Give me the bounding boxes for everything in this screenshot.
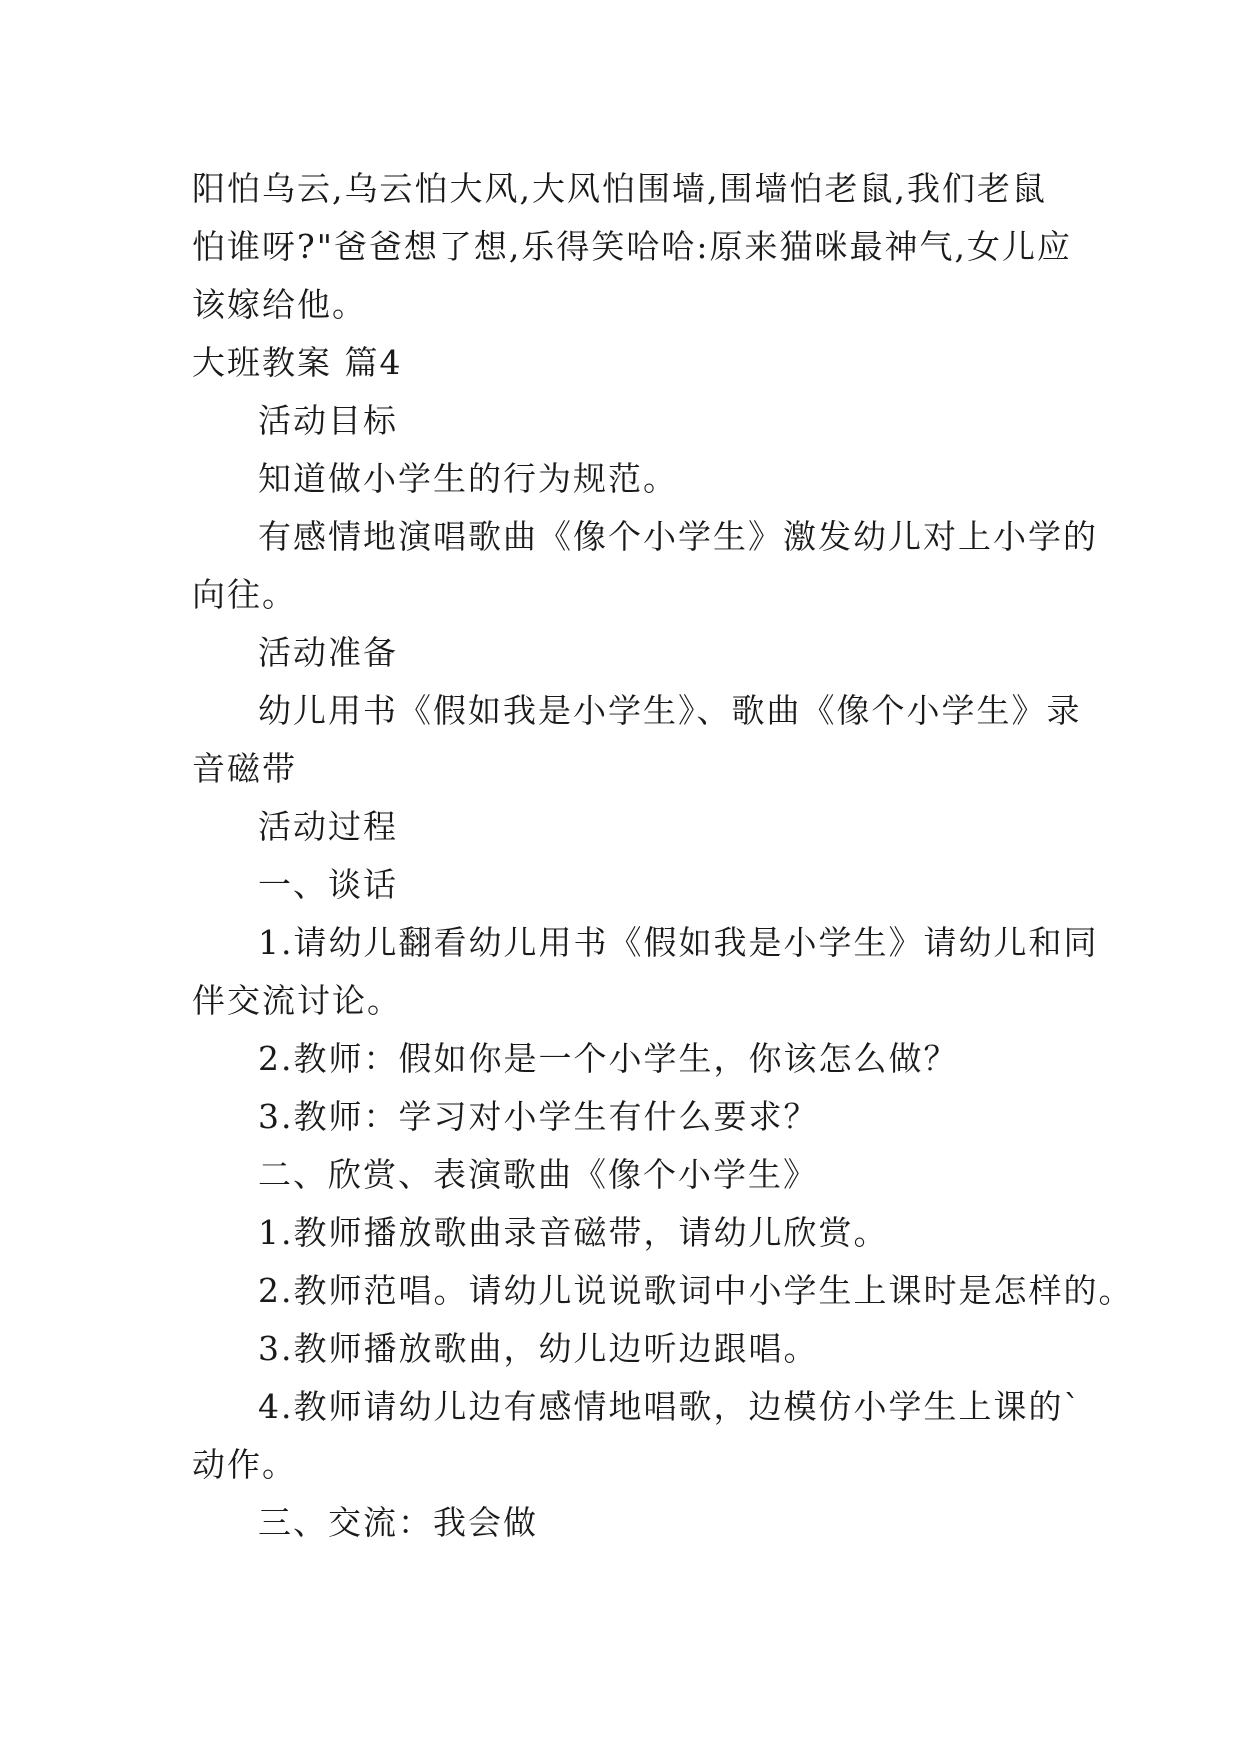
- list-item: 1.教师播放歌曲录音磁带，请幼儿欣赏。: [258, 1213, 889, 1252]
- list-item: 4.教师请幼儿边有感情地唱歌，边模仿小学生上课的`: [258, 1387, 1082, 1426]
- text-line: 该嫁给他。: [192, 285, 367, 324]
- step-heading: 二、欣赏、表演歌曲《像个小学生》: [258, 1155, 818, 1194]
- text-line: 动作。: [192, 1445, 297, 1484]
- text-line: 知道做小学生的行为规范。: [258, 459, 678, 498]
- text-line: 伴交流讨论。: [192, 981, 402, 1020]
- list-item: 3.教师播放歌曲，幼儿边听边跟唱。: [258, 1329, 819, 1368]
- text-line: 阳怕乌云,乌云怕大风,大风怕围墙,围墙怕老鼠,我们老鼠: [192, 169, 1047, 208]
- step-heading: 一、谈话: [258, 865, 398, 904]
- section-heading: 大班教案 篇4: [192, 343, 403, 382]
- text-line: 幼儿用书《假如我是小学生》、歌曲《像个小学生》录: [258, 691, 1082, 730]
- subheading-activity-process: 活动过程: [258, 807, 398, 846]
- list-item: 2.教师范唱。请幼儿说说歌词中小学生上课时是怎样的。: [258, 1271, 1134, 1310]
- text-line: 向往。: [192, 575, 297, 614]
- text-line: 有感情地演唱歌曲《像个小学生》激发幼儿对上小学的: [258, 517, 1098, 556]
- subheading-activity-preparation: 活动准备: [258, 633, 398, 672]
- list-item: 1.请幼儿翻看幼儿用书《假如我是小学生》请幼儿和同: [258, 923, 1099, 962]
- document-body: [192, 160, 1134, 1552]
- step-heading: 三、交流：我会做: [258, 1503, 538, 1542]
- list-item: 2.教师：假如你是一个小学生，你该怎么做？: [258, 1039, 959, 1078]
- text-line: 音磁带: [192, 749, 297, 788]
- list-item: 3.教师：学习对小学生有什么要求？: [258, 1097, 819, 1136]
- text-line: 怕谁呀?"爸爸想了想,乐得笑哈哈:原来猫咪最神气,女儿应: [192, 227, 1072, 266]
- subheading-activity-goals: 活动目标: [258, 401, 398, 440]
